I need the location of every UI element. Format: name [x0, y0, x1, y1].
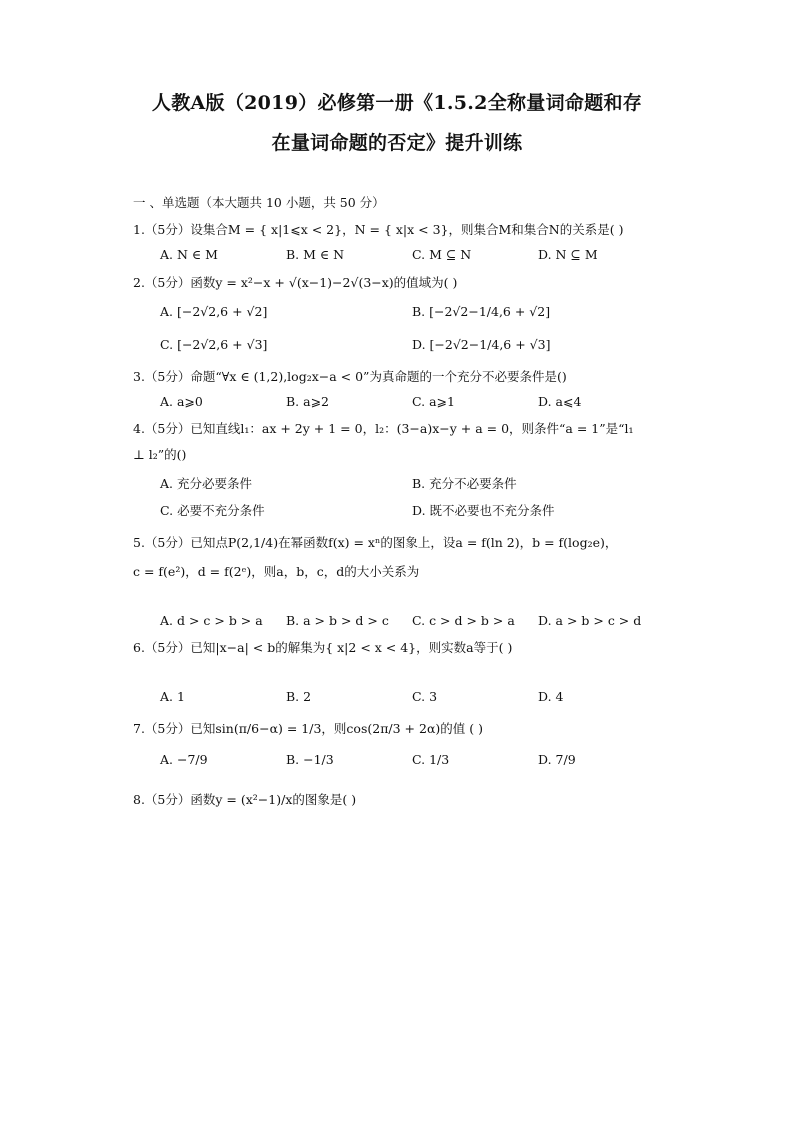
question-1-option-a: A. N ∈ M: [160, 247, 218, 262]
question-1-option-b: B. M ∈ N: [286, 247, 345, 262]
question-7-option-a: A. −7/9: [160, 752, 208, 767]
question-7-option-c: C. 1/3: [412, 752, 450, 767]
question-2-option-d: D. [−2√2−1/4,6 + √3]: [412, 337, 551, 352]
question-6-option-a: A. 1: [160, 689, 185, 704]
question-7-stem: 7.（5分）已知sin(π/6−α) = 1/3，则cos(2π/3 + 2α)的值 ( ): [133, 721, 483, 736]
question-7-option-d: D. 7/9: [538, 752, 576, 767]
question-1-option-d: D. N ⊆ M: [538, 247, 598, 262]
question-6-option-b: B. 2: [286, 689, 312, 704]
question-1-stem: 1.（5分）设集合M = { x|1⩽x < 2}，N = { x|x < 3}，则集合M和集合N的关系是( ): [133, 222, 624, 237]
question-6-stem: 6.（5分）已知|x−a| < b的解集为{ x|2 < x < 4}，则实数a等于( ): [133, 640, 513, 655]
question-2-stem: 2.（5分）函数y = x²−x + √(x−1)−2√(3−x)的值域为( ): [133, 275, 458, 290]
question-4-option-b: B. 充分不必要条件: [412, 476, 517, 491]
question-4-option-c: C. 必要不充分条件: [160, 503, 265, 518]
question-3-option-a: A. a⩾0: [160, 394, 203, 409]
question-3-option-d: D. a⩽4: [538, 394, 582, 409]
question-4-stem: 4.（5分）已知直线l₁：ax + 2y + 1 = 0，l₂：(3−a)x−y + a = 0，则条件“a = 1”是“l₁: [133, 421, 634, 436]
question-5-option-c: C. c > d > b > a: [412, 613, 515, 628]
question-3-option-b: B. a⩾2: [286, 394, 330, 409]
question-2-option-a: A. [−2√2,6 + √2]: [160, 304, 268, 319]
question-5-stem: 5.（5分）已知点P(2,1/4)在幂函数f(x) = xⁿ的图象上，设a = f(ln 2)，b = f(log₂e)，: [133, 535, 618, 550]
document-title-line-1: 人教A版（2019）必修第一册《1.5.2全称量词命题和存: [151, 92, 643, 114]
question-3-stem: 3.（5分）命题“∀x ∈ (1,2),log₂x−a < 0”为真命题的一个充分不必要条件是(): [133, 369, 567, 384]
question-4-stem-continued: ⊥ l₂”的(): [133, 447, 187, 462]
question-4-option-a: A. 充分必要条件: [160, 476, 252, 491]
question-5-option-a: A. d > c > b > a: [160, 613, 263, 628]
question-8-stem: 8.（5分）函数y = (x²−1)/x的图象是( ): [133, 792, 357, 807]
question-5-option-d: D. a > b > c > d: [538, 613, 642, 628]
question-5-option-b: B. a > b > d > c: [286, 613, 389, 628]
question-6-option-d: D. 4: [538, 689, 564, 704]
question-5-stem-continued: c = f(e²)，d = f(2ᵉ)，则a，b，c，d的大小关系为: [133, 564, 420, 579]
question-7-option-b: B. −1/3: [286, 752, 334, 767]
question-4-option-d: D. 既不必要也不充分条件: [412, 503, 555, 518]
question-3-option-c: C. a⩾1: [412, 394, 455, 409]
question-2-option-b: B. [−2√2−1/4,6 + √2]: [412, 304, 551, 319]
question-1-option-c: C. M ⊆ N: [412, 247, 472, 262]
document-title-line-2: 在量词命题的否定》提升训练: [271, 132, 523, 154]
section-heading: 一 、单选题（本大题共 10 小题，共 50 分）: [133, 195, 385, 210]
question-2-option-c: C. [−2√2,6 + √3]: [160, 337, 268, 352]
question-6-option-c: C. 3: [412, 689, 438, 704]
